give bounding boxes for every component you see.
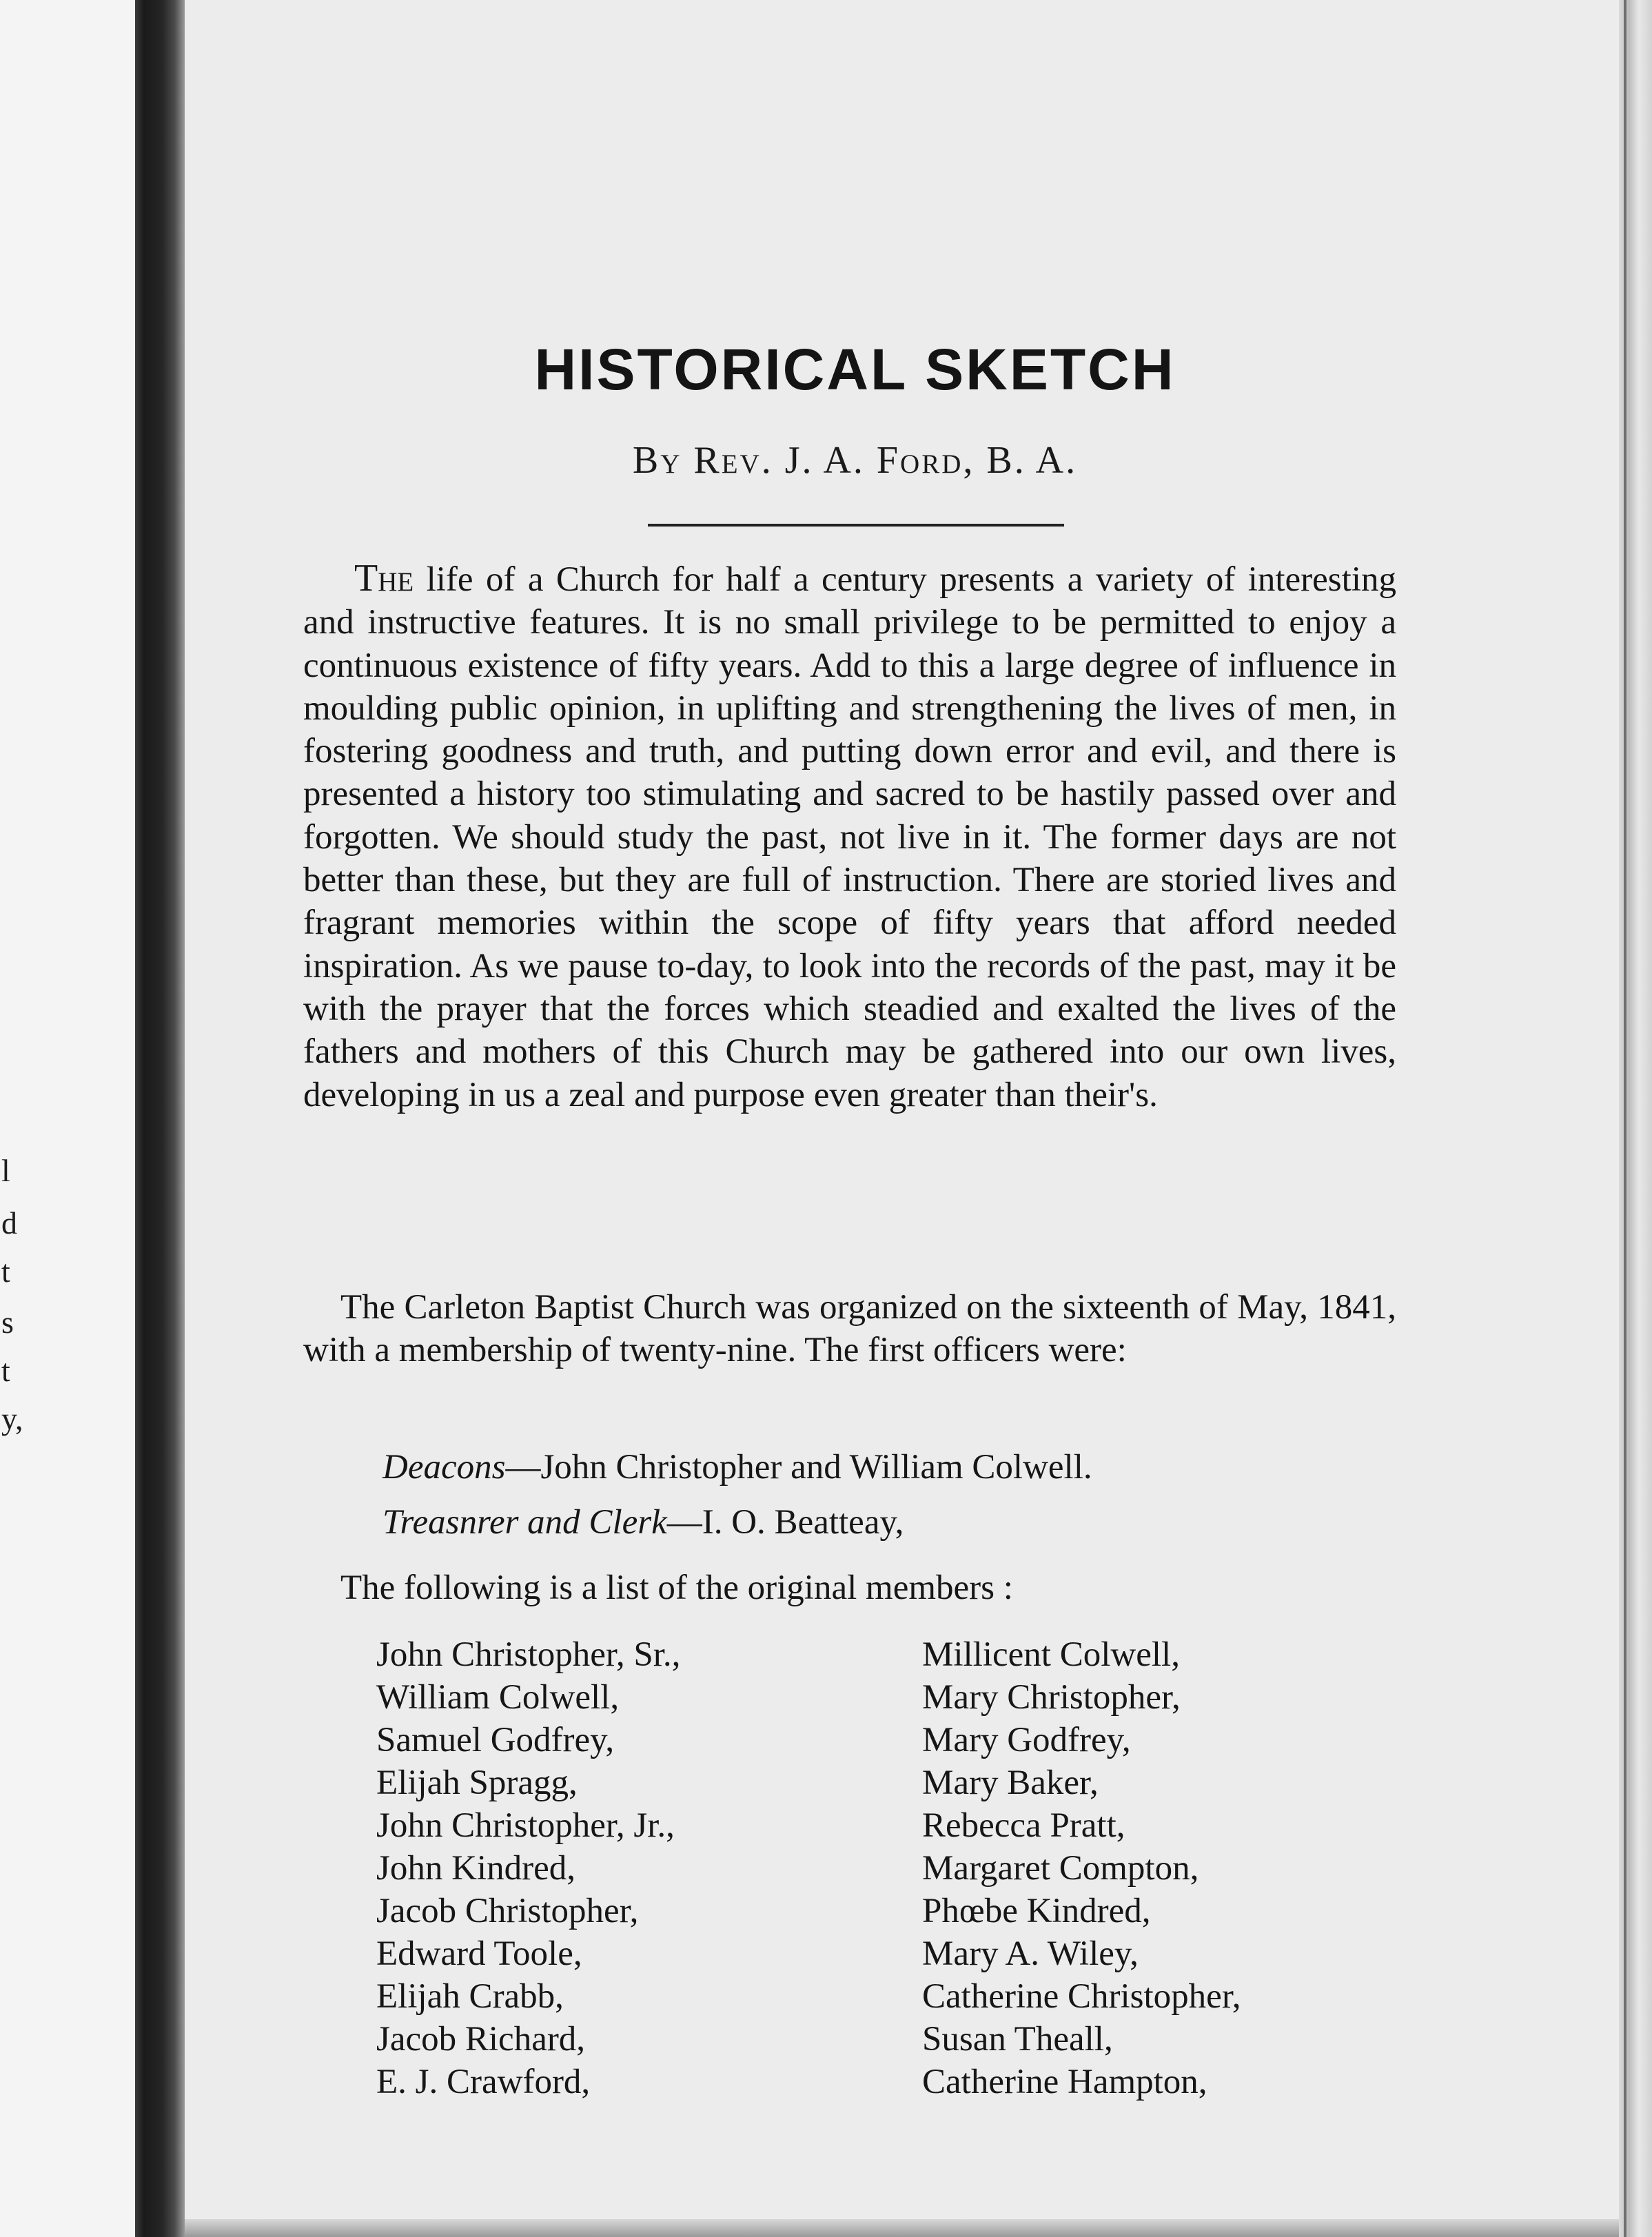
list-item: Samuel Godfrey, bbox=[376, 1721, 615, 1759]
list-item: Phœbe Kindred, bbox=[922, 1892, 1151, 1930]
list-item: John Christopher, Sr., bbox=[376, 1635, 681, 1674]
list-item: Susan Theall, bbox=[922, 2020, 1113, 2059]
list-item: E. J. Crawford, bbox=[376, 2063, 591, 2101]
list-item: Margaret Compton, bbox=[922, 1849, 1199, 1888]
list-item: Elijah Spragg, bbox=[376, 1764, 578, 1802]
left-page-fragment: t bbox=[1, 1353, 10, 1388]
officer-role: Deacons bbox=[383, 1448, 506, 1487]
officer-role: Treasnrer and Clerk bbox=[383, 1503, 667, 1542]
list-item: John Kindred, bbox=[376, 1849, 575, 1888]
list-item: Elijah Crabb, bbox=[376, 1977, 564, 2016]
page-bottom-edge bbox=[185, 2219, 1619, 2237]
paragraph-lead-word: The bbox=[354, 557, 414, 600]
page-title: HISTORICAL SKETCH bbox=[534, 337, 1176, 402]
officer-line-treasurer bbox=[383, 1501, 1347, 1544]
list-item: Jacob Richard, bbox=[376, 2020, 586, 2059]
officer-names: —I. O. Beatteay, bbox=[666, 1503, 904, 1542]
intro-paragraph-text: life of a Church for half a century presents a variety of interesting and instructive features. It is no small privilege to be permitted to enjoy a continuous existence of fifty years. Add to this a large degree of influence in moulding public opinion, in uplifting and strengthening the lives of men, in fostering goodness and truth, and putting down error and evil, and there is presented a history too stimulating and sacred to be hastily passed over and forgotten. We should study the past, not live in it. The former days are not better than these, but they are full of instruction. There are storied lives and fragrant memories within the scope of fifty years that afford needed inspiration. As we pause to-day, to look into the records of the past, may it be with the prayer that the forces which steadied and exalted the lives of the fathers and mothers of this Church may be gathered into our own lives, developing in us a zeal and purpose even greater than their's. bbox=[303, 560, 1396, 1114]
left-page-fragment: y, bbox=[1, 1401, 23, 1436]
list-item: Mary A. Wiley, bbox=[922, 1934, 1139, 1973]
organization-paragraph: The Carleton Baptist Church was organized on the sixteenth of May, 1841, with a membership of twenty-nine. The first officers were: bbox=[303, 1288, 1396, 1370]
list-item: John Christopher, Jr., bbox=[376, 1806, 675, 1845]
list-item: Millicent Colwell, bbox=[922, 1635, 1180, 1674]
list-item: Jacob Christopher, bbox=[376, 1892, 639, 1930]
page-edge-line bbox=[1624, 0, 1626, 2237]
list-item: Mary Baker, bbox=[922, 1764, 1099, 1802]
list-item: Catherine Christopher, bbox=[922, 1977, 1241, 2016]
left-page-fragment: l bbox=[1, 1153, 10, 1188]
member-list-left-column bbox=[376, 1633, 859, 2103]
author-byline: By Rev. J. A. Ford, B. A. bbox=[632, 439, 1078, 482]
list-item: Mary Christopher, bbox=[922, 1678, 1181, 1717]
left-page-strip bbox=[0, 0, 135, 2237]
book-binding-gutter bbox=[135, 0, 185, 2237]
officer-names: —John Christopher and William Colwell. bbox=[505, 1448, 1092, 1487]
left-page-fragment: d bbox=[1, 1205, 17, 1240]
list-item: Mary Godfrey, bbox=[922, 1721, 1131, 1759]
left-page-fragment: t bbox=[1, 1254, 10, 1289]
list-item: Edward Toole, bbox=[376, 1934, 582, 1973]
list-item: Catherine Hampton, bbox=[922, 2063, 1207, 2101]
officer-line-deacons bbox=[383, 1446, 1347, 1489]
list-item: Rebecca Pratt, bbox=[922, 1806, 1125, 1845]
intro-paragraph bbox=[303, 557, 1396, 1116]
left-page-fragment: s bbox=[1, 1305, 14, 1340]
list-item: William Colwell, bbox=[376, 1678, 620, 1717]
member-list-intro: The following is a list of the original members : bbox=[340, 1569, 1013, 1607]
title-divider-rule bbox=[648, 524, 1064, 527]
member-list-right-column bbox=[922, 1633, 1405, 2103]
